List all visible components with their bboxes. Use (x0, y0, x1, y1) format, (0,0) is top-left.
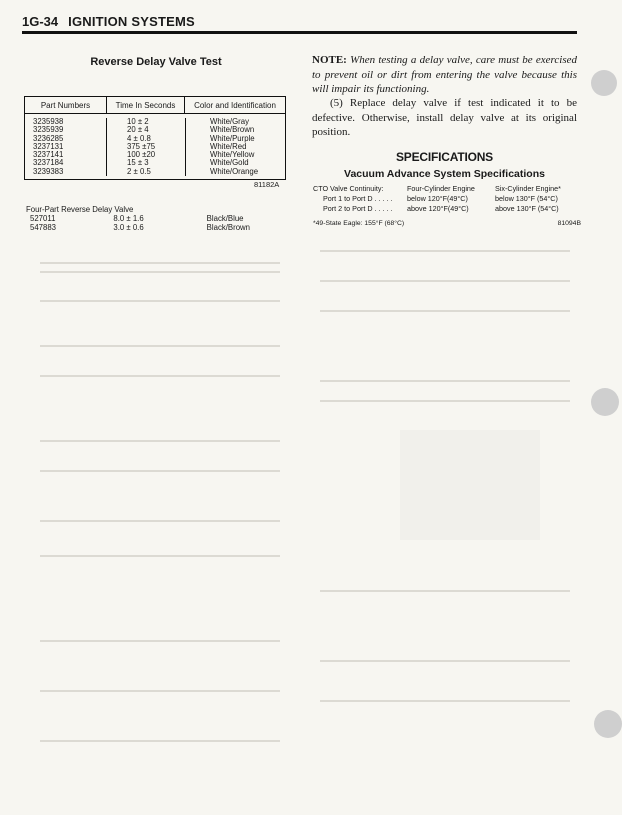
table-cell-color: White/Gray (210, 117, 249, 126)
binder-hole-top (591, 70, 617, 96)
table-cell-part: 3235939 (33, 125, 64, 135)
four-part-delay-valve (26, 205, 296, 232)
part-number-column (25, 118, 107, 176)
table-cell-four: below 120°F(49°C) (407, 194, 468, 203)
table-cell-label: Port 2 to Port D . . . . . (323, 204, 393, 213)
note-paragraph (312, 53, 577, 97)
table-cell-part: 3236285 (33, 133, 64, 143)
note-text: When testing a delay valve, care must be exercised to prevent oil or dirt from entering the valve because this will impair its functioning. (312, 54, 577, 95)
figure-reference-code: 81182A (254, 180, 280, 189)
table-cell-color: White/Orange (210, 166, 259, 176)
table-cell-time: 2 ± 0.5 (127, 166, 151, 176)
table-header-row (25, 97, 285, 114)
table-cell-time: 20 ± 4 (127, 125, 149, 135)
table-cell-time: 8.0 ± 1.6 (113, 214, 144, 223)
color-column (185, 118, 285, 176)
table-cell-part: 3237131 (33, 141, 64, 151)
spec-reference-code: 81094B (557, 220, 581, 227)
table-cell-color: White/Purple (210, 133, 255, 143)
table-body (25, 114, 285, 179)
specifications-heading: SPECIFICATIONS (396, 150, 493, 164)
table-cell-six: above 130°F (54°C) (495, 204, 559, 213)
table-row (26, 214, 296, 223)
column-header-color: Color and Identification (194, 100, 276, 110)
specifications-subheading: Vacuum Advance System Specifications (344, 168, 545, 180)
table-cell-part: 3235938 (33, 117, 64, 126)
table-cell-time: 4 ± 0.8 (127, 133, 151, 143)
time-column (107, 118, 185, 176)
table-cell-time: 3.0 ± 0.6 (113, 223, 144, 232)
table-cell-part: 527011 (30, 214, 56, 223)
table-cell-six: below 130°F (54°C) (495, 194, 558, 203)
table-cell-time: 375 ±75 (127, 141, 156, 151)
column-header-part-numbers: Part Numbers (25, 97, 107, 113)
table-cell-label: Port 1 to Port D . . . . . (323, 194, 393, 203)
column-header-four-cylinder: Four-Cylinder Engine (407, 184, 475, 193)
table-cell-color: White/Red (210, 141, 247, 151)
table-row (26, 223, 296, 232)
table-cell-time: 15 ± 3 (127, 158, 149, 168)
table-cell-time: 100 ±20 (127, 150, 156, 160)
note-label: NOTE: (312, 54, 347, 66)
spec-footnote: *49-State Eagle: 155°F (68°C) (313, 220, 405, 227)
table-cell-color: White/Yellow (210, 150, 255, 160)
table-row (313, 194, 581, 204)
step-5-paragraph: (5) Replace delay valve if test indicated it to be defective. Otherwise, install delay valve at its original position. (312, 97, 577, 138)
page-header (22, 12, 577, 34)
table-header-row (313, 184, 581, 194)
table-cell-color: Black/Brown (206, 223, 251, 232)
table-cell-four: above 120°F(49°C) (407, 204, 469, 213)
reverse-delay-valve-title: Reverse Delay Valve Test (90, 56, 222, 68)
table-row (313, 204, 581, 214)
table-cell-color: White/Brown (210, 125, 255, 135)
section-title: IGNITION SYSTEMS (68, 14, 195, 29)
four-part-title: Four-Part Reverse Delay Valve (26, 205, 134, 214)
vacuum-advance-spec-table (313, 184, 581, 214)
table-cell-part: 3239383 (33, 166, 64, 176)
binder-hole-bottom (594, 710, 622, 738)
table-cell-part: 3237141 (33, 150, 64, 160)
specifications-footer (313, 220, 581, 227)
page-number: 1G-34 (22, 14, 59, 29)
table-cell-part: 547883 (30, 223, 57, 232)
column-header-cto: CTO Valve Continuity: (313, 184, 384, 193)
column-header-time: Time In Seconds (107, 97, 185, 113)
table-cell-part: 3237184 (33, 158, 64, 168)
table-cell-color: White/Gold (210, 158, 249, 168)
binder-hole-middle (591, 388, 619, 416)
table-cell-color: Black/Blue (206, 214, 244, 223)
reverse-delay-valve-table (24, 96, 286, 180)
column-header-six-cylinder: Six-Cylinder Engine* (495, 184, 561, 193)
table-cell-time: 10 ± 2 (127, 117, 149, 126)
